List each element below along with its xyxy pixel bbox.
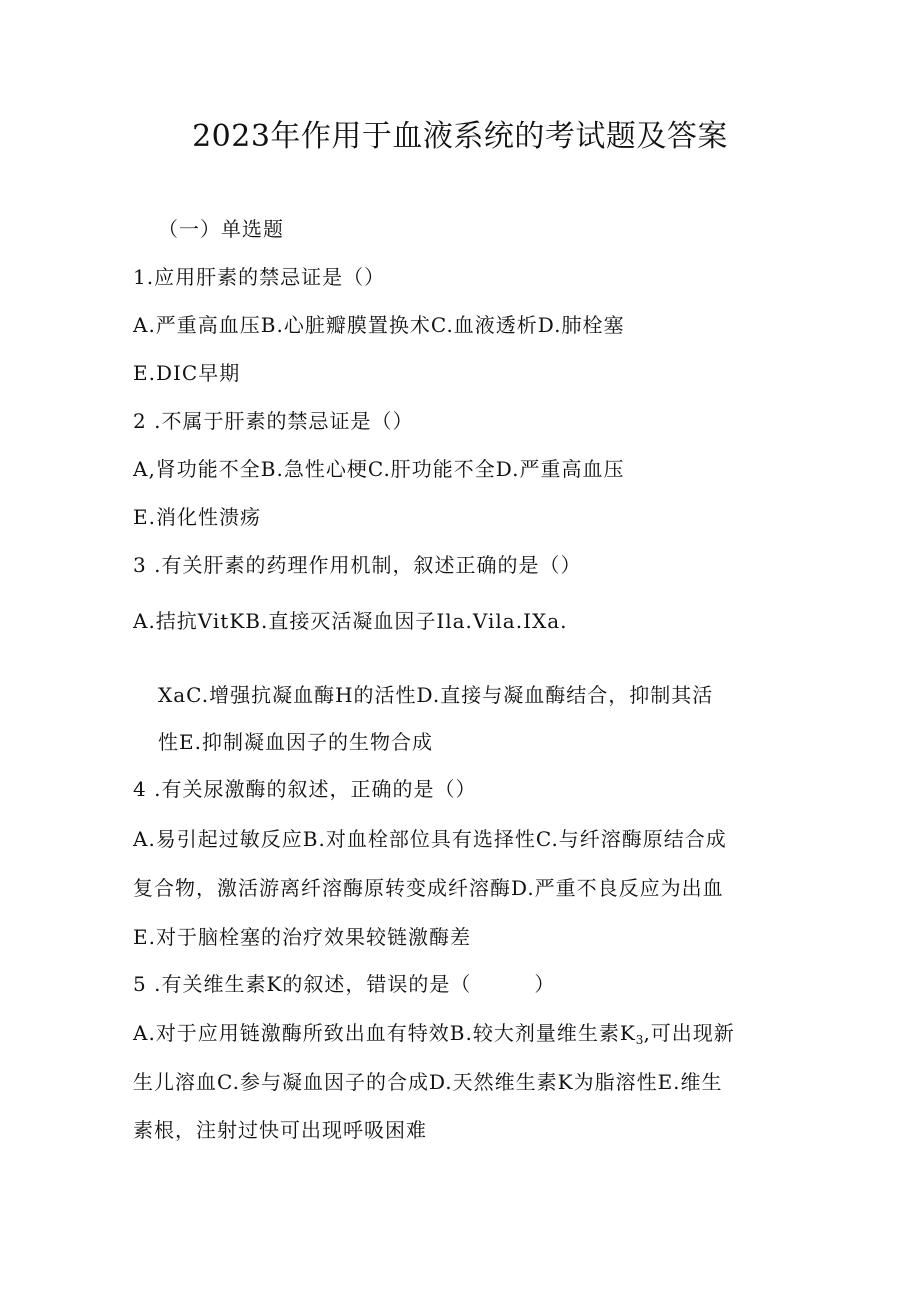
question-3-options: A.拮抗VitKB.直接灭活凝血因子Ila.Vila.IXa.: [133, 609, 568, 633]
subscript-3: 3: [635, 1033, 644, 1047]
question-2-options: A,肾功能不全B.急性心梗C.肝功能不全D.严重高血压: [133, 457, 625, 481]
question-2: 2 .不属于肝素的禁忌证是（）: [133, 409, 414, 433]
question-3: 3 .有关肝素的药理作用机制，叙述正确的是（）: [133, 553, 582, 577]
question-2-options-cont: E.消化性溃疡: [133, 505, 261, 529]
section-heading: （一）单选题: [158, 217, 284, 241]
question-5-options: [133, 1018, 735, 1055]
page-title: 2023年作用于血液系统的考试题及答案: [192, 119, 728, 154]
question-5-option-a-tail: ,可出现新: [643, 1021, 735, 1045]
question-4-options-cont-2: E.对于脑栓塞的治疗效果较链激酶差: [133, 925, 471, 949]
question-3-options-cont: XaC.增强抗凝血酶H的活性D.直接与凝血酶结合，抑制其活: [158, 683, 714, 707]
question-4: 4 .有关尿激酶的叙述，正确的是（）: [133, 777, 477, 801]
question-5-options-cont-2: 素根，注射过快可出现呼吸困难: [133, 1118, 427, 1142]
question-5-options-cont: 生儿溶血C.参与凝血因子的合成D.天然维生素K为脂溶性E.维生: [133, 1070, 723, 1094]
question-1-options-cont: E.DIC早期: [133, 361, 241, 385]
question-4-options-cont: 复合物，激活游离纤溶酶原转变成纤溶酶D.严重不良反应为出血: [133, 876, 724, 900]
question-4-options: A.易引起过敏反应B.对血栓部位具有选择性C.与纤溶酶原结合成: [133, 827, 727, 851]
question-1-options: A.严重高血压B.心脏瓣膜置换术C.血液透析D.肺栓塞: [133, 313, 625, 337]
question-5-option-a-text: A.对于应用链激酶所致出血有特效B.较大剂量维生素K: [133, 1021, 636, 1045]
question-3-options-cont-2: 性E.抑制凝血因子的生物合成: [158, 730, 433, 754]
question-5: 5 .有关维生素K的叙述，错误的是（ ）: [133, 972, 556, 996]
question-1: 1.应用肝素的禁忌证是（）: [133, 265, 386, 289]
